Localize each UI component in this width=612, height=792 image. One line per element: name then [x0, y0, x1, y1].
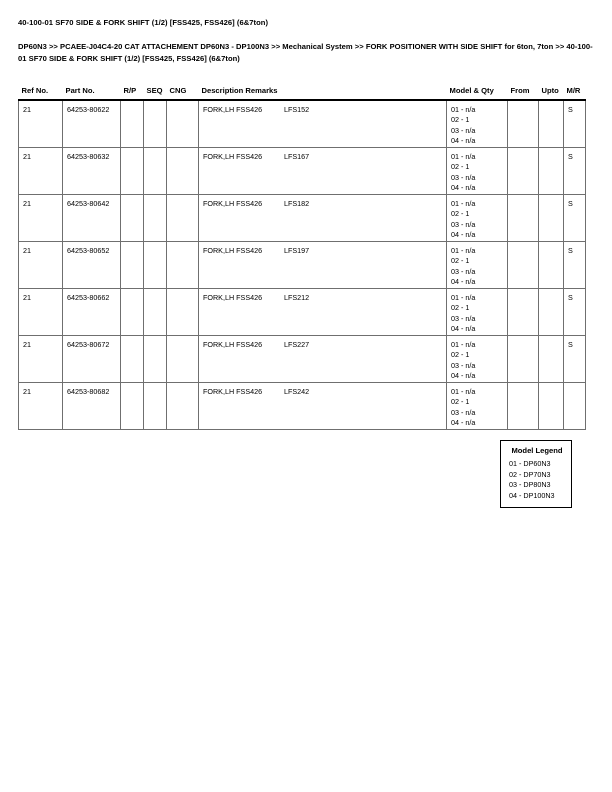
- cell-description: [199, 242, 447, 289]
- remarks-text: LFS242: [284, 387, 310, 396]
- cell-mr: S: [564, 195, 586, 242]
- model-qty-line: 04 - n/a: [451, 136, 476, 146]
- model-qty-line: 04 - n/a: [451, 230, 476, 240]
- cell-rp: [121, 383, 144, 430]
- cell-description: [199, 100, 447, 148]
- header-row: [19, 86, 586, 100]
- model-qty-line: 03 - n/a: [451, 125, 476, 135]
- table-row: [19, 383, 586, 430]
- model-qty-line: 01 - n/a: [451, 105, 476, 114]
- cell-rp: [121, 100, 144, 148]
- model-qty-line: 03 - n/a: [451, 266, 476, 276]
- cell-ref_no: 21: [19, 100, 63, 148]
- cell-cng: [167, 100, 199, 148]
- cell-mr: S: [564, 336, 586, 383]
- parts-table: [18, 86, 586, 430]
- model-qty-line: 02 - 1: [451, 162, 470, 172]
- cell-cng: [167, 148, 199, 195]
- column-header-model-qty: Model & Qty: [449, 86, 494, 95]
- cell-from: [508, 289, 539, 336]
- cell-mr: S: [564, 289, 586, 336]
- cell-rp: [121, 336, 144, 383]
- cell-model_qty: [447, 242, 508, 289]
- column-header-cng: CNG: [169, 86, 187, 95]
- model-qty-line: 02 - 1: [451, 303, 470, 313]
- model-qty-lines: [451, 387, 507, 429]
- cell-rp: [121, 195, 144, 242]
- cell-cng: [167, 289, 199, 336]
- cell-part_no: 64253-80662: [63, 289, 121, 336]
- model-qty-line: 03 - n/a: [451, 313, 476, 323]
- table-row: [19, 148, 586, 195]
- parts-table-body: [19, 100, 586, 430]
- model-legend-entry: 02 - DP70N3: [509, 469, 551, 479]
- cell-ref_no: 21: [19, 195, 63, 242]
- cell-seq: [144, 383, 167, 430]
- model-legend-box: [500, 440, 572, 508]
- cell-upto: [539, 336, 564, 383]
- model-qty-line: 02 - 1: [451, 397, 470, 407]
- model-qty-line: 01 - n/a: [451, 246, 476, 255]
- cell-seq: [144, 100, 167, 148]
- cell-from: [508, 383, 539, 430]
- cell-ref_no: 21: [19, 289, 63, 336]
- model-qty-line: 02 - 1: [451, 209, 470, 219]
- model-qty-line: 01 - n/a: [451, 340, 476, 349]
- cell-upto: [539, 148, 564, 195]
- cell-part_no: 64253-80642: [63, 195, 121, 242]
- table-row: [19, 289, 586, 336]
- model-qty-line: 01 - n/a: [451, 199, 476, 208]
- model-qty-line: 04 - n/a: [451, 183, 476, 193]
- remarks-text: LFS227: [284, 340, 310, 349]
- cell-upto: [539, 383, 564, 430]
- model-qty-line: 01 - n/a: [451, 293, 476, 302]
- model-qty-line: 02 - 1: [451, 350, 470, 360]
- column-header-upto: Upto: [541, 86, 559, 95]
- cell-rp: [121, 242, 144, 289]
- description-text: FORK,LH FSS426: [203, 340, 263, 349]
- cell-mr: S: [564, 242, 586, 289]
- model-qty-line: 04 - n/a: [451, 324, 476, 334]
- cell-seq: [144, 336, 167, 383]
- column-header-from: From: [510, 86, 530, 95]
- cell-cng: [167, 383, 199, 430]
- model-qty-line: 01 - n/a: [451, 152, 476, 161]
- cell-part_no: 64253-80672: [63, 336, 121, 383]
- column-header-rp: R/P: [123, 86, 137, 95]
- model-qty-lines: [451, 152, 507, 194]
- model-legend-list: [509, 459, 565, 501]
- cell-mr: S: [564, 100, 586, 148]
- cell-cng: [167, 336, 199, 383]
- cell-from: [508, 195, 539, 242]
- column-header-part-no: Part No.: [65, 86, 95, 95]
- cell-model_qty: [447, 336, 508, 383]
- description-text: FORK,LH FSS426: [203, 293, 263, 302]
- model-qty-lines: [451, 293, 507, 335]
- cell-description: [199, 289, 447, 336]
- cell-rp: [121, 289, 144, 336]
- model-legend-entry: 03 - DP80N3: [509, 480, 551, 489]
- cell-mr: S: [564, 148, 586, 195]
- model-qty-line: 03 - n/a: [451, 219, 476, 229]
- cell-model_qty: [447, 289, 508, 336]
- model-qty-line: 01 - n/a: [451, 387, 476, 396]
- remarks-text: LFS167: [284, 152, 310, 161]
- cell-upto: [539, 100, 564, 148]
- cell-from: [508, 242, 539, 289]
- cell-seq: [144, 195, 167, 242]
- table-row: [19, 242, 586, 289]
- model-qty-line: 04 - n/a: [451, 371, 476, 381]
- model-qty-line: 03 - n/a: [451, 360, 476, 370]
- cell-ref_no: 21: [19, 383, 63, 430]
- cell-mr: [564, 383, 586, 430]
- description-text: FORK,LH FSS426: [203, 199, 263, 208]
- breadcrumb: DP60N3 >> PCAEE-J04C4-20 CAT ATTACHEMENT DP60N3 - DP100N3 >> Mechanical System >> FORK POSITIONER WITH SIDE SHIFT for 6ton, 7ton >> 40-100-01 SF70 SIDE & FORK SHIFT (1/2) [FSS425, FSS426] (6&7ton): [18, 42, 593, 63]
- table-row: [19, 100, 586, 148]
- column-header-mr: M/R: [566, 86, 581, 95]
- model-qty-line: 04 - n/a: [451, 418, 476, 428]
- cell-ref_no: 21: [19, 336, 63, 383]
- description-text: FORK,LH FSS426: [203, 246, 263, 255]
- parts-table-header: [19, 86, 586, 100]
- model-qty-line: 03 - n/a: [451, 172, 476, 182]
- model-legend-entry: 01 - DP60N3: [509, 459, 551, 468]
- cell-seq: [144, 148, 167, 195]
- cell-from: [508, 100, 539, 148]
- model-legend-entry: 04 - DP100N3: [509, 490, 555, 500]
- cell-cng: [167, 242, 199, 289]
- table-row: [19, 195, 586, 242]
- cell-description: [199, 336, 447, 383]
- cell-part_no: 64253-80682: [63, 383, 121, 430]
- remarks-text: LFS152: [284, 105, 310, 114]
- cell-model_qty: [447, 100, 508, 148]
- cell-rp: [121, 148, 144, 195]
- model-qty-line: 03 - n/a: [451, 407, 476, 417]
- cell-part_no: 64253-80632: [63, 148, 121, 195]
- column-header-ref-no: Ref No.: [21, 86, 49, 95]
- cell-ref_no: 21: [19, 148, 63, 195]
- model-qty-line: 04 - n/a: [451, 277, 476, 287]
- column-header-description: Description Remarks: [201, 86, 278, 95]
- cell-model_qty: [447, 148, 508, 195]
- description-text: FORK,LH FSS426: [203, 387, 263, 396]
- cell-upto: [539, 289, 564, 336]
- model-legend-title: Model Legend: [511, 446, 563, 455]
- description-text: FORK,LH FSS426: [203, 152, 263, 161]
- remarks-text: LFS197: [284, 246, 310, 255]
- cell-upto: [539, 242, 564, 289]
- cell-description: [199, 195, 447, 242]
- model-qty-line: 02 - 1: [451, 115, 470, 125]
- cell-model_qty: [447, 383, 508, 430]
- cell-upto: [539, 195, 564, 242]
- cell-part_no: 64253-80652: [63, 242, 121, 289]
- cell-model_qty: [447, 195, 508, 242]
- model-qty-lines: [451, 105, 507, 147]
- cell-description: [199, 148, 447, 195]
- cell-from: [508, 336, 539, 383]
- page-title: 40-100-01 SF70 SIDE & FORK SHIFT (1/2) [FSS425, FSS426] (6&7ton): [18, 18, 269, 27]
- cell-from: [508, 148, 539, 195]
- parts-table-container: [18, 86, 585, 430]
- model-qty-lines: [451, 199, 507, 241]
- remarks-text: LFS212: [284, 293, 310, 302]
- description-text: FORK,LH FSS426: [203, 105, 263, 114]
- cell-ref_no: 21: [19, 242, 63, 289]
- cell-cng: [167, 195, 199, 242]
- remarks-text: LFS182: [284, 199, 310, 208]
- column-header-seq: SEQ: [146, 86, 163, 95]
- cell-description: [199, 383, 447, 430]
- cell-seq: [144, 289, 167, 336]
- model-qty-lines: [451, 340, 507, 382]
- cell-seq: [144, 242, 167, 289]
- table-row: [19, 336, 586, 383]
- cell-part_no: 64253-80622: [63, 100, 121, 148]
- model-qty-line: 02 - 1: [451, 256, 470, 266]
- model-qty-lines: [451, 246, 507, 288]
